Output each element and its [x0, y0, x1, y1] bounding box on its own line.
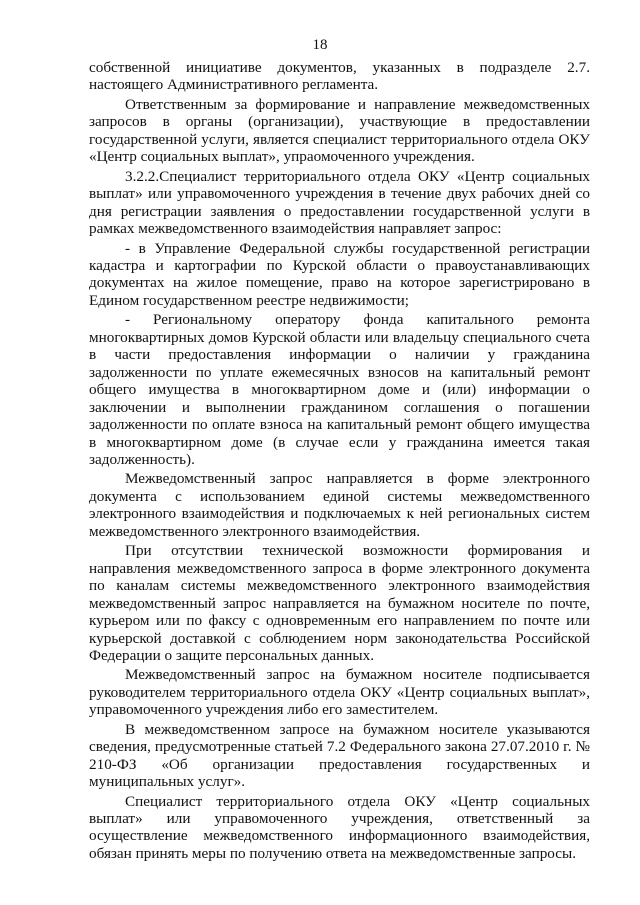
paragraph-specialist-duty: Специалист территориального отдела ОКУ «Центр социальных выплат» или управомоченного учреждения, ответственный за осуществление межведомственного информационного взаимодействия, обязан принять меры по получению ответа на межведомственные запросы. [89, 792, 590, 862]
paragraph-continuation: собственной инициативе документов, указанных в подразделе 2.7. настоящего Административного регламента. [89, 59, 590, 94]
paragraph-electronic-request: Межведомственный запрос направляется в форме электронного документа с использованием единой системы межведомственного электронного взаимодействия и подключаемых к ней региональных систем межведомственного электронного взаимодействия. [89, 470, 590, 540]
paragraph-paper-request: При отсутствии технической возможности формирования и направления межведомственного запроса в форме электронного документа по каналам системы межведомственного электронного взаимодействия межведомственный запрос направляется на бумажном носителе по почте, курьером или по факсу с одновременным его направлением по почте или курьерской доставкой с соблюдением норм законодательства Российской Федерации о защите персональных данных. [89, 542, 590, 664]
paragraph-paper-content: В межведомственном запросе на бумажном носителе указываются сведения, предусмотренные статьей 7.2 Федерального закона 27.07.2010 г. № 210-ФЗ «Об организации предоставления государственных и муниципальных услуг». [89, 720, 590, 791]
list-item-rosreestr: - в Управление Федеральной службы государственной регистрации кадастра и картографии по Курской области о правоустанавливающих документах на жилое помещение, право на которое зарегистрировано в Едином государственном реестре недвижимости; [89, 239, 590, 309]
page-number: 18 [312, 37, 328, 53]
paragraph-responsible: Ответственным за формирование и направление межведомственных запросов в органы (организации), участвующие в предоставлении государственной услуги, является специалист территориального отдела ОКУ «Центр социальных выплат», упраомоченного учреждения. [89, 95, 590, 166]
list-item-regional-operator: - Региональному оператору фонда капитального ремонта многоквартирных домов Курской области или владельцу специального счета в части предоставления информации о наличии у гражданина задолженности по уплате ежемесячных взносов на капитальный ремонт общего имущества в многоквартирном доме и (или) информации о заключении и выполнении гражданином соглашения о погашении задолженности по оплате взноса на капитальный ремонт общего имущества в многоквартирном доме (в случае если у гражданина имеется такая задолженность). [89, 311, 590, 468]
paragraph-signature: Межведомственный запрос на бумажном носителе подписывается руководителем территориального отдела ОКУ «Центр социальных выплат», управомоченного учреждения либо его заместителем. [89, 666, 590, 719]
paragraph-3-2-2: 3.2.2.Специалист территориального отдела ОКУ «Центр социальных выплат» или управомоченного учреждения в течение двух рабочих дней со дня регистрации заявления о предоставлении государственной услуги в рамках межведомственного взаимодействия направляет запрос: [89, 167, 590, 238]
document-body [89, 59, 590, 864]
